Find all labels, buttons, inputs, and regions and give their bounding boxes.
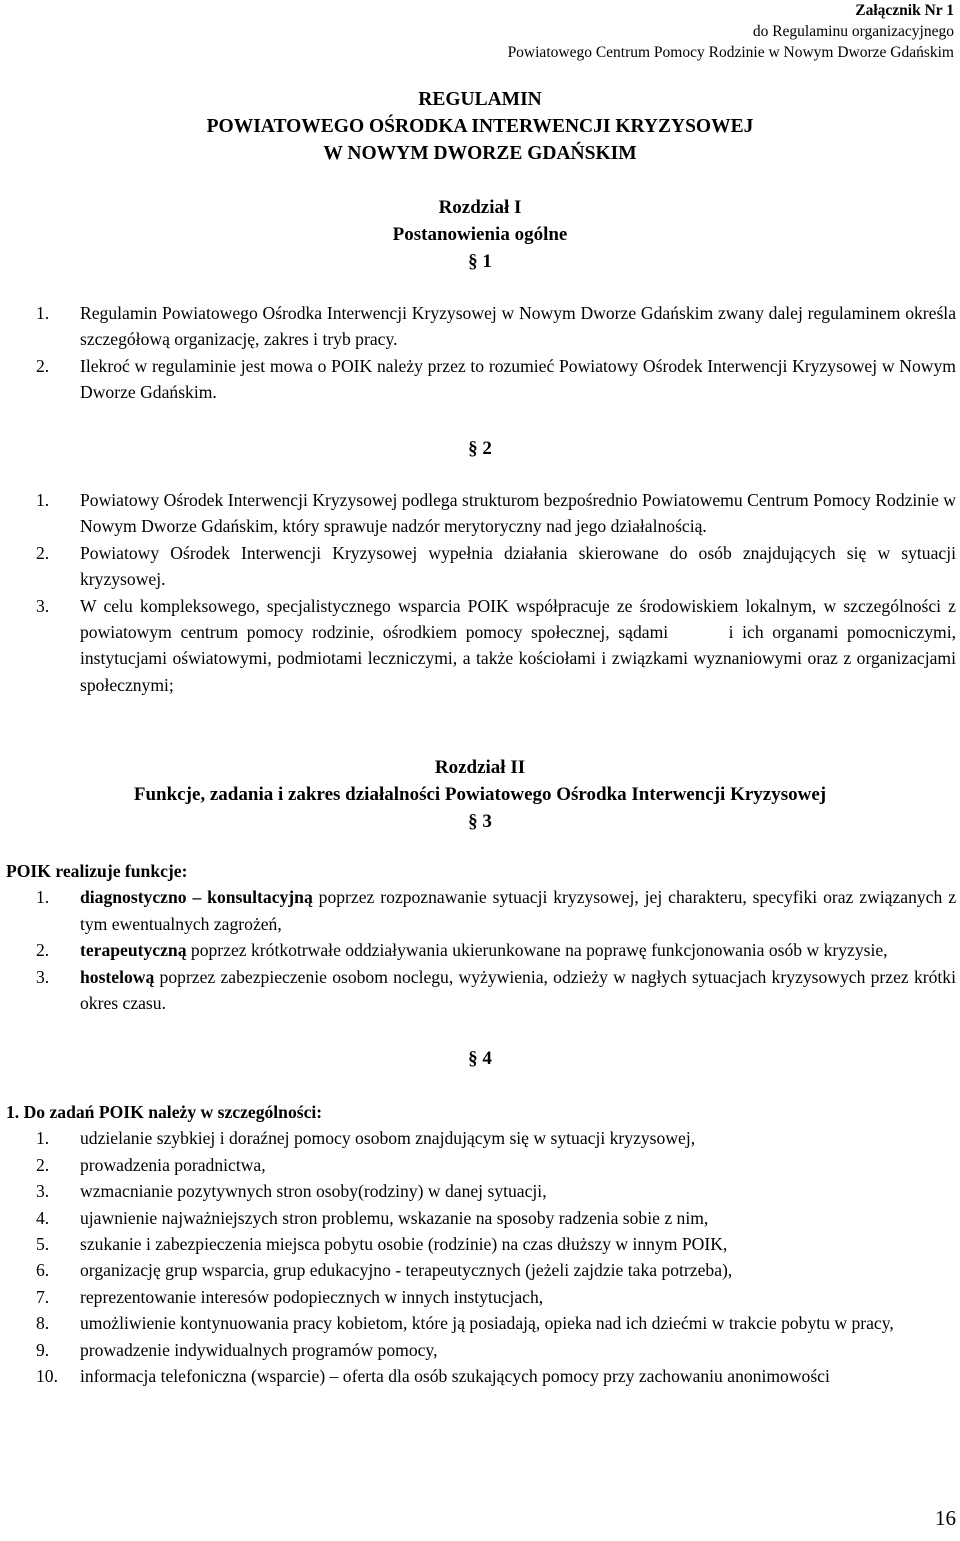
list-item (0, 300, 960, 353)
chapter-2-label: Rozdział II (434, 757, 526, 778)
list-item-number: 4. (36, 1207, 50, 1228)
list-item-number: 7. (36, 1286, 50, 1307)
page-number: 16 (935, 1505, 956, 1530)
paragraph-1-symbol: § 1 (468, 251, 492, 272)
list-item (0, 1152, 960, 1178)
annex-header (508, 0, 954, 63)
list-item-text: Powiatowy Ośrodek Interwencji Kryzysowej wypełnia działania skierowane do osób znajdujących się w sytuacji kryzysowej. (80, 542, 960, 590)
list-item-number: 6. (36, 1260, 50, 1281)
list-item-number: 5. (36, 1234, 50, 1255)
paragraph-3-section (0, 858, 960, 1016)
paragraph-2-list (0, 487, 960, 698)
list-item (0, 1178, 960, 1204)
paragraph-4-heading: 1. Do zadań POIK należy w szczególności: (6, 1102, 323, 1122)
list-item-number: 1. (36, 303, 50, 323)
list-item-text: informacja telefoniczna (wsparcie) – oferta dla osób szukających pomocy przy zachowaniu anonimowości (80, 1366, 830, 1387)
list-item-text: udzielanie szybkiej i doraźnej pomocy osobom znajdującym się w sytuacji kryzysowej, (80, 1128, 696, 1149)
list-item-number: 9. (36, 1339, 50, 1360)
document-title (0, 86, 960, 167)
list-item-number: 2. (36, 1154, 50, 1175)
list-item (0, 964, 960, 1017)
list-item (0, 1205, 960, 1231)
list-item (0, 487, 960, 540)
list-item (0, 937, 960, 963)
list-item-number: 1. (36, 490, 50, 510)
title-line-3: W NOWYM DWORZE GDAŃSKIM (323, 143, 637, 164)
list-item (0, 1310, 960, 1336)
list-item-text: szukanie i zabezpieczenia miejsca pobytu osobie (rodzinie) na czas dłuższy w innym POIK, (80, 1234, 728, 1255)
list-item-text: Powiatowy Ośrodek Interwencji Kryzysowej podlega strukturom bezpośrednio Powiatowemu Centrum Pomocy Rodzinie w Nowym Dworze Gdańskim, który sprawuje nadzór merytoryczny nad jego działalnością. (80, 490, 960, 537)
annex-number: Załącznik Nr 1 (855, 2, 954, 19)
list-item-text: wzmacnianie pozytywnych stron osoby(rodziny) w danej sytuacji, (80, 1181, 547, 1202)
list-item-text: poprzez rozpoznawanie sytuacji kryzysowej, jej charakteru, specyfiki oraz związanych z tym ewentualnych zagrożeń, (80, 887, 960, 934)
list-item (0, 884, 960, 937)
list-item (0, 1125, 960, 1151)
list-item-text: W celu kompleksowego, specjalistycznego wsparcia POIK współpracuje ze środowiskiem lokalnym, w szczególności z powiatowym centrum pomocy rodzinie, ośrodkiem pomocy społecznej, sądami i ich organami pomocniczymi, instytucjami oświatowymi, podmiotami leczniczymi, a także kościołami i związkami wyznaniowymi oraz z organizacjami społecznymi; (80, 595, 960, 695)
title-line-2: POWIATOWEGO OŚRODKA INTERWENCJI KRYZYSOWEJ (206, 116, 754, 137)
list-item-number: 8. (36, 1313, 50, 1334)
list-item-number: 2. (36, 940, 50, 961)
chapter-1-heading (0, 194, 960, 275)
chapter-2-name: Funkcje, zadania i zakres działalności Powiatowego Ośrodka Interwencji Kryzysowej (133, 784, 827, 805)
list-item (0, 1257, 960, 1283)
list-item (0, 1363, 960, 1389)
list-item-text: poprzez zabezpieczenie osobom noclegu, wyżywienia, odzieży w nagłych sytuacjach kryzysowych przez krótki okres czasu. (80, 966, 960, 1014)
list-item-text: Regulamin Powiatowego Ośrodka Interwencji Kryzysowej w Nowym Dworze Gdańskim zwany dalej regulaminem określa szczegółową organizację, zakres i tryb pracy. (80, 303, 960, 350)
list-item (0, 353, 960, 406)
paragraph-3-heading: POIK realizuje funkcje: (6, 861, 188, 881)
list-item-number: 3. (36, 966, 50, 987)
list-item-term: hostelową (80, 966, 155, 987)
list-item-text: organizację grup wsparcia, grup edukacyjno - terapeutycznych (jeżeli zajdzie taka potrzeba), (80, 1260, 733, 1281)
paragraph-4-symbol: § 4 (468, 1048, 492, 1069)
list-item-term: terapeutyczną (80, 940, 187, 961)
paragraph-2-symbol: § 2 (468, 438, 492, 459)
list-item-text: prowadzenia poradnictwa, (80, 1154, 266, 1175)
list-item-number: 2. (36, 542, 50, 563)
list-item (0, 1337, 960, 1363)
chapter-1-name: Postanowienia ogólne (392, 224, 568, 245)
list-item-text: reprezentowanie interesów podopiecznych w innych instytucjach, (80, 1286, 544, 1307)
list-item-term: diagnostyczno – konsultacyjną (80, 887, 313, 908)
list-item-number: 3. (36, 595, 50, 616)
chapter-2-heading (0, 754, 960, 835)
paragraph-3-symbol: § 3 (468, 811, 492, 832)
chapter-1-label: Rozdział I (438, 197, 522, 218)
annex-line-2: do Regulaminu organizacyjnego (752, 23, 954, 40)
list-item-number: 2. (36, 355, 50, 376)
list-item-text: umożliwienie kontynuowania pracy kobietom, które ją posiadają, opieka nad ich dziećmi w trakcie pobytu w pracy, (80, 1313, 894, 1334)
list-item-number: 1. (36, 1128, 50, 1149)
list-item-number: 10. (36, 1366, 58, 1387)
list-item (0, 593, 960, 699)
list-item-text: Ilekroć w regulaminie jest mowa o POIK należy przez to rozumieć Powiatowy Ośrodek Interwencji Kryzysowej w Nowym Dworze Gdańskim. (80, 355, 960, 403)
annex-line-3: Powiatowego Centrum Pomocy Rodzinie w Nowym Dworze Gdańskim (507, 44, 954, 61)
list-item-text: poprzez krótkotrwałe oddziaływania ukierunkowane na poprawę funkcjonowania osób w kryzysie, (186, 940, 888, 961)
paragraph-1-list (0, 300, 960, 406)
paragraph-4-section (0, 1099, 960, 1389)
list-item-text: ujawnienie najważniejszych stron problemu, wskazanie na sposoby radzenia sobie z nim, (80, 1207, 709, 1228)
list-item-text: prowadzenie indywidualnych programów pomocy, (80, 1339, 438, 1360)
list-item-number: 3. (36, 1181, 50, 1202)
list-item (0, 1231, 960, 1257)
title-line-1: REGULAMIN (418, 89, 542, 110)
list-item (0, 540, 960, 593)
list-item-number: 1. (36, 887, 50, 908)
list-item (0, 1284, 960, 1310)
